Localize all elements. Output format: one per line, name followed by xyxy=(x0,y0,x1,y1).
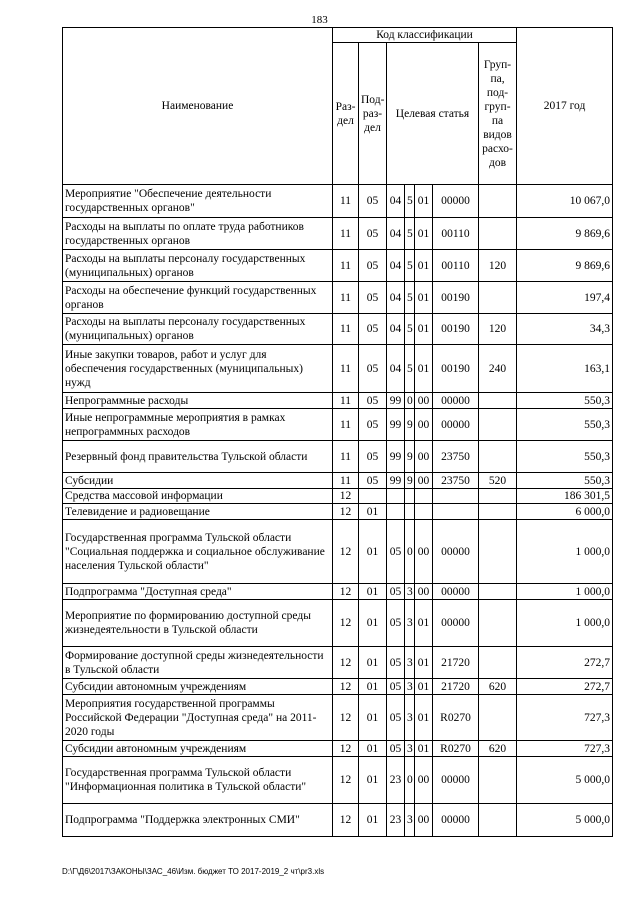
row-name: Расходы на выплаты персоналу государственных (муниципальных) органов xyxy=(63,250,333,282)
header-gruppa: Груп- па, под- груп- па видов расхо- дов xyxy=(479,43,517,185)
row-amount: 34,3 xyxy=(517,314,613,345)
row-code-cs4: 00190 xyxy=(433,282,479,314)
row-code-vr xyxy=(479,600,517,647)
row-code-cs2: 9 xyxy=(405,441,415,473)
row-code-rz: 12 xyxy=(333,741,359,757)
row-code-cs1: 04 xyxy=(387,250,405,282)
row-code-vr xyxy=(479,584,517,600)
row-code-rz: 11 xyxy=(333,441,359,473)
row-amount: 1 000,0 xyxy=(517,520,613,584)
page-number: 183 xyxy=(311,14,328,26)
row-amount: 550,3 xyxy=(517,393,613,409)
row-code-vr xyxy=(479,218,517,250)
row-name: Мероприятие по формированию доступной среды жизнедеятельности в Тульской области xyxy=(63,600,333,647)
row-code-cs1: 23 xyxy=(387,804,405,837)
row-code-vr xyxy=(479,757,517,804)
row-code-rz: 12 xyxy=(333,679,359,695)
row-code-cs2: 3 xyxy=(405,584,415,600)
row-code-pr: 05 xyxy=(359,218,387,250)
row-code-pr: 05 xyxy=(359,314,387,345)
row-name: Подпрограмма "Доступная среда" xyxy=(63,584,333,600)
row-code-cs1: 05 xyxy=(387,600,405,647)
row-code-pr: 01 xyxy=(359,520,387,584)
row-code-cs3: 01 xyxy=(415,345,433,393)
row-code-pr: 05 xyxy=(359,282,387,314)
row-name: Субсидии автономным учреждениям xyxy=(63,679,333,695)
row-code-pr: 05 xyxy=(359,250,387,282)
row-code-rz: 12 xyxy=(333,520,359,584)
row-name: Резервный фонд правительства Тульской области xyxy=(63,441,333,473)
table-row xyxy=(63,393,613,409)
row-amount: 727,3 xyxy=(517,741,613,757)
table-row xyxy=(63,741,613,757)
row-code-rz: 11 xyxy=(333,185,359,218)
row-code-cs3: 01 xyxy=(415,647,433,679)
row-code-cs4 xyxy=(433,489,479,504)
row-code-cs1: 05 xyxy=(387,695,405,741)
row-code-cs1: 04 xyxy=(387,218,405,250)
row-code-vr xyxy=(479,695,517,741)
row-name: Субсидии автономным учреждениям xyxy=(63,741,333,757)
row-code-cs2: 3 xyxy=(405,804,415,837)
row-code-pr: 05 xyxy=(359,473,387,489)
row-code-cs4: R0270 xyxy=(433,695,479,741)
row-amount: 727,3 xyxy=(517,695,613,741)
row-code-rz: 12 xyxy=(333,804,359,837)
row-code-cs2: 5 xyxy=(405,250,415,282)
table-body xyxy=(63,185,613,837)
row-code-cs2: 3 xyxy=(405,647,415,679)
table-row xyxy=(63,804,613,837)
table-row xyxy=(63,185,613,218)
table-row xyxy=(63,520,613,584)
row-code-vr xyxy=(479,504,517,520)
row-code-vr: 120 xyxy=(479,314,517,345)
header-code-group: Код классификации xyxy=(333,28,517,43)
row-code-cs4: 00190 xyxy=(433,345,479,393)
header-celevaya-statya: Целевая статья xyxy=(387,43,479,185)
row-code-pr: 01 xyxy=(359,584,387,600)
row-code-cs4: 00000 xyxy=(433,804,479,837)
row-code-rz: 12 xyxy=(333,600,359,647)
row-code-vr xyxy=(479,409,517,441)
row-code-cs4: 00000 xyxy=(433,409,479,441)
row-code-cs3: 00 xyxy=(415,757,433,804)
row-code-cs2: 5 xyxy=(405,345,415,393)
row-name: Расходы на выплаты по оплате труда работников государственных органов xyxy=(63,218,333,250)
row-code-rz: 12 xyxy=(333,757,359,804)
row-name: Субсидии xyxy=(63,473,333,489)
row-code-vr xyxy=(479,282,517,314)
row-code-vr: 520 xyxy=(479,473,517,489)
row-code-cs2: 0 xyxy=(405,757,415,804)
row-code-cs1: 04 xyxy=(387,282,405,314)
row-code-pr: 01 xyxy=(359,679,387,695)
row-code-cs3: 01 xyxy=(415,314,433,345)
row-code-rz: 12 xyxy=(333,504,359,520)
row-amount: 9 869,6 xyxy=(517,250,613,282)
row-code-pr: 05 xyxy=(359,185,387,218)
row-code-pr: 05 xyxy=(359,441,387,473)
row-amount: 5 000,0 xyxy=(517,804,613,837)
row-code-cs3: 01 xyxy=(415,695,433,741)
row-code-cs3: 01 xyxy=(415,218,433,250)
row-code-cs1: 99 xyxy=(387,473,405,489)
row-code-cs4: 23750 xyxy=(433,473,479,489)
row-code-cs4: 00190 xyxy=(433,314,479,345)
row-code-vr: 240 xyxy=(479,345,517,393)
table-row xyxy=(63,218,613,250)
row-amount: 272,7 xyxy=(517,679,613,695)
row-code-cs4: 21720 xyxy=(433,679,479,695)
row-code-cs2: 3 xyxy=(405,679,415,695)
row-code-rz: 12 xyxy=(333,695,359,741)
row-code-cs2: 3 xyxy=(405,600,415,647)
row-code-cs4: 23750 xyxy=(433,441,479,473)
row-code-cs4: 21720 xyxy=(433,647,479,679)
row-code-vr xyxy=(479,441,517,473)
table-row xyxy=(63,757,613,804)
row-amount: 5 000,0 xyxy=(517,757,613,804)
row-code-pr: 05 xyxy=(359,393,387,409)
row-code-pr: 05 xyxy=(359,409,387,441)
table-row xyxy=(63,314,613,345)
row-code-cs4: R0270 xyxy=(433,741,479,757)
row-code-cs3: 01 xyxy=(415,679,433,695)
table-row xyxy=(63,695,613,741)
row-name: Расходы на обеспечение функций государственных органов xyxy=(63,282,333,314)
table-row xyxy=(63,647,613,679)
row-amount: 197,4 xyxy=(517,282,613,314)
row-code-cs4: 00000 xyxy=(433,185,479,218)
row-code-rz: 12 xyxy=(333,489,359,504)
row-code-cs3: 00 xyxy=(415,804,433,837)
row-code-cs4: 00110 xyxy=(433,250,479,282)
row-amount: 272,7 xyxy=(517,647,613,679)
row-code-rz: 11 xyxy=(333,409,359,441)
row-code-cs1 xyxy=(387,504,405,520)
row-code-rz: 11 xyxy=(333,473,359,489)
row-amount: 9 869,6 xyxy=(517,218,613,250)
row-code-cs3 xyxy=(415,504,433,520)
row-code-cs3: 01 xyxy=(415,185,433,218)
footer-file-path: D:\Г\Д6\2017\ЗАКОНЫ\ЗАС_46\Изм. бюджет ТО 2017-2019_2 чт\pr3.xls xyxy=(62,867,325,876)
row-amount: 186 301,5 xyxy=(517,489,613,504)
header-name: Наименование xyxy=(63,28,333,185)
row-code-cs3 xyxy=(415,489,433,504)
row-code-vr xyxy=(479,185,517,218)
row-code-cs1: 04 xyxy=(387,314,405,345)
row-code-cs4: 00110 xyxy=(433,218,479,250)
row-name: Иные закупки товаров, работ и услуг для обеспечения государственных (муниципальных) нужд xyxy=(63,345,333,393)
row-amount: 1 000,0 xyxy=(517,600,613,647)
row-code-cs1: 99 xyxy=(387,441,405,473)
row-code-pr xyxy=(359,489,387,504)
header-podrazdel: Под- раз- дел xyxy=(359,43,387,185)
row-code-vr: 620 xyxy=(479,741,517,757)
row-code-pr: 01 xyxy=(359,504,387,520)
budget-table xyxy=(62,27,613,837)
row-name: Государственная программа Тульской области "Информационная политика в Тульской области" xyxy=(63,757,333,804)
row-code-vr xyxy=(479,489,517,504)
table-row xyxy=(63,600,613,647)
table-row xyxy=(63,409,613,441)
row-code-cs4: 00000 xyxy=(433,600,479,647)
row-code-cs3: 01 xyxy=(415,250,433,282)
header-razdel: Раз- дел xyxy=(333,43,359,185)
row-amount: 6 000,0 xyxy=(517,504,613,520)
row-code-cs1: 99 xyxy=(387,393,405,409)
row-code-pr: 01 xyxy=(359,600,387,647)
header-year: 2017 год xyxy=(517,28,613,185)
row-code-cs2: 0 xyxy=(405,520,415,584)
row-code-cs3: 00 xyxy=(415,409,433,441)
table-row xyxy=(63,584,613,600)
row-code-vr xyxy=(479,393,517,409)
row-code-cs2: 5 xyxy=(405,185,415,218)
row-code-cs3: 00 xyxy=(415,520,433,584)
row-name: Мероприятие "Обеспечение деятельности государственных органов" xyxy=(63,185,333,218)
row-code-cs1: 05 xyxy=(387,647,405,679)
row-code-cs1: 04 xyxy=(387,345,405,393)
row-name: Иные непрограммные мероприятия в рамках непрограммных расходов xyxy=(63,409,333,441)
row-code-cs2 xyxy=(405,489,415,504)
row-code-rz: 11 xyxy=(333,393,359,409)
row-code-vr: 620 xyxy=(479,679,517,695)
table-row xyxy=(63,250,613,282)
row-name: Формирование доступной среды жизнедеятельности в Тульской области xyxy=(63,647,333,679)
row-code-vr xyxy=(479,804,517,837)
table-row xyxy=(63,441,613,473)
row-name: Расходы на выплаты персоналу государственных (муниципальных) органов xyxy=(63,314,333,345)
row-code-cs2: 3 xyxy=(405,695,415,741)
row-code-vr xyxy=(479,520,517,584)
row-amount: 550,3 xyxy=(517,473,613,489)
row-name: Государственная программа Тульской области "Социальная поддержка и социальное обслуживание населения Тульской области" xyxy=(63,520,333,584)
row-code-cs1: 99 xyxy=(387,409,405,441)
row-code-pr: 01 xyxy=(359,647,387,679)
row-code-cs4: 00000 xyxy=(433,520,479,584)
row-code-rz: 12 xyxy=(333,647,359,679)
row-name: Мероприятия государственной программы Российской Федерации "Доступная среда" на 2011-2020 годы xyxy=(63,695,333,741)
row-code-cs4: 00000 xyxy=(433,393,479,409)
row-code-cs3: 01 xyxy=(415,741,433,757)
row-code-cs1: 04 xyxy=(387,185,405,218)
row-code-cs1: 05 xyxy=(387,520,405,584)
row-code-pr: 05 xyxy=(359,345,387,393)
table-row xyxy=(63,282,613,314)
row-code-cs2: 5 xyxy=(405,218,415,250)
row-code-vr: 120 xyxy=(479,250,517,282)
row-code-cs3: 00 xyxy=(415,584,433,600)
row-code-cs2: 3 xyxy=(405,741,415,757)
row-code-cs3: 01 xyxy=(415,600,433,647)
row-code-cs1 xyxy=(387,489,405,504)
table-row xyxy=(63,679,613,695)
row-code-pr: 01 xyxy=(359,804,387,837)
row-code-rz: 11 xyxy=(333,314,359,345)
row-code-cs3: 00 xyxy=(415,473,433,489)
row-code-cs3: 00 xyxy=(415,441,433,473)
row-amount: 163,1 xyxy=(517,345,613,393)
row-code-rz: 11 xyxy=(333,250,359,282)
row-code-rz: 11 xyxy=(333,282,359,314)
row-code-rz: 12 xyxy=(333,584,359,600)
table-row xyxy=(63,504,613,520)
row-code-cs1: 05 xyxy=(387,584,405,600)
row-code-vr xyxy=(479,647,517,679)
row-code-pr: 01 xyxy=(359,757,387,804)
row-code-cs3: 00 xyxy=(415,393,433,409)
row-code-cs2: 0 xyxy=(405,393,415,409)
row-amount: 550,3 xyxy=(517,409,613,441)
table-row xyxy=(63,473,613,489)
row-amount: 10 067,0 xyxy=(517,185,613,218)
row-amount: 550,3 xyxy=(517,441,613,473)
row-code-cs2: 5 xyxy=(405,314,415,345)
row-name: Телевидение и радиовещание xyxy=(63,504,333,520)
row-code-cs4: 00000 xyxy=(433,757,479,804)
row-code-cs2: 9 xyxy=(405,409,415,441)
row-code-cs3: 01 xyxy=(415,282,433,314)
row-code-cs1: 05 xyxy=(387,679,405,695)
row-name: Средства массовой информации xyxy=(63,489,333,504)
row-code-cs1: 23 xyxy=(387,757,405,804)
row-code-cs4 xyxy=(433,504,479,520)
row-code-cs2: 5 xyxy=(405,282,415,314)
row-code-rz: 11 xyxy=(333,218,359,250)
row-code-cs2: 9 xyxy=(405,473,415,489)
table-row xyxy=(63,345,613,393)
row-amount: 1 000,0 xyxy=(517,584,613,600)
row-code-pr: 01 xyxy=(359,741,387,757)
table-row xyxy=(63,489,613,504)
row-name: Подпрограмма "Поддержка электронных СМИ" xyxy=(63,804,333,837)
row-code-pr: 01 xyxy=(359,695,387,741)
row-name: Непрограммные расходы xyxy=(63,393,333,409)
row-code-rz: 11 xyxy=(333,345,359,393)
row-code-cs4: 00000 xyxy=(433,584,479,600)
row-code-cs2 xyxy=(405,504,415,520)
row-code-cs1: 05 xyxy=(387,741,405,757)
